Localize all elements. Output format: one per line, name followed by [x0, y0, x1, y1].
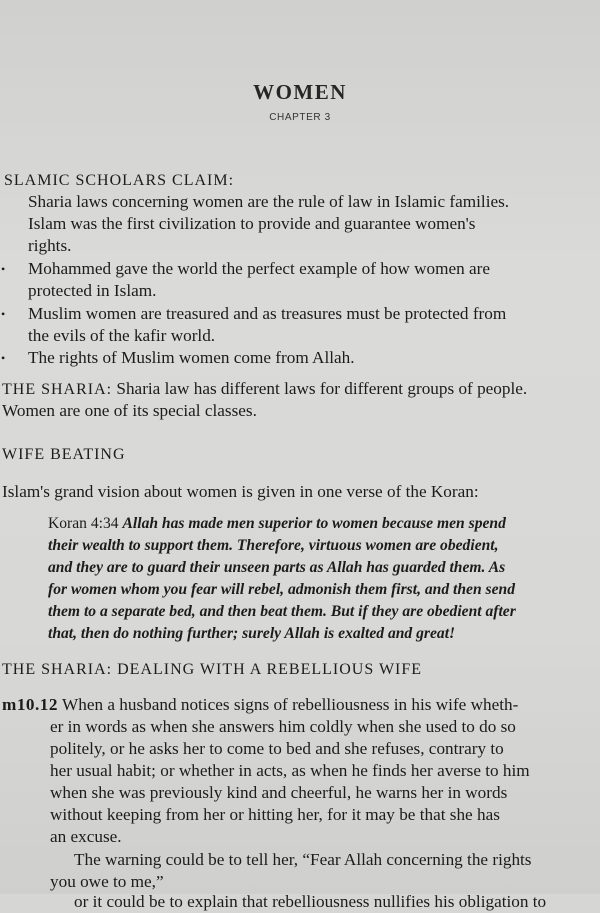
quote-text: that, then do nothing further; surely Allah is exalted and great! [48, 625, 456, 642]
bullet-line: The rights of Muslim women come from Allah. [28, 348, 355, 367]
claim-line: rights. [28, 236, 72, 255]
rule-line: er in words as when she answers him coldly when she used to do so [50, 717, 516, 736]
bullet-item [1, 303, 507, 325]
koran-quote-line [48, 623, 455, 645]
koran-quote-line [48, 535, 499, 557]
warning-line: or it could be to explain that rebelliousness nullifies his obligation to [74, 892, 547, 911]
quote-text: their wealth to support them. Therefore, virtuous women are obedient, [48, 537, 499, 554]
koran-quote-line [48, 557, 505, 579]
rule-line: when she was previously kind and cheerful, he warns her in words [50, 783, 508, 802]
warning-line: The warning could be to tell her, “Fear Allah concerning the rights [74, 850, 532, 869]
sharia-line: Sharia law has different laws for different groups of people. [116, 379, 528, 398]
rule-text: When a husband notices signs of rebelliousness in his wife wheth- [62, 695, 519, 714]
rebellious-wife-heading: THE SHARIA: DEALING WITH A REBELLIOUS WIFE [2, 661, 423, 678]
chapter-label: CHAPTER 3 [269, 112, 331, 123]
rule-line: her usual habit; or whether in acts, as when he finds her averse to him [50, 761, 530, 780]
bullet-line: the evils of the kafir world. [28, 326, 216, 345]
bullet-line: Mohammed gave the world the perfect example of how women are [28, 259, 490, 278]
bullet-marker: • [1, 307, 6, 321]
claim-line: Sharia laws concerning women are the rule of law in Islamic families. [28, 192, 510, 211]
sharia-paragraph [2, 378, 527, 401]
bullet-line: protected in Islam. [28, 281, 157, 300]
bleed-through-texture [0, 0, 600, 17]
koran-quote-line [48, 513, 506, 535]
bullet-item [1, 347, 355, 369]
koran-reference: Koran 4:34 [48, 515, 119, 532]
rule-line: an excuse. [50, 827, 122, 846]
warning-line: you owe to me,” [50, 872, 164, 891]
koran-quote-line [48, 579, 515, 601]
rule-first-line [2, 694, 518, 716]
wife-beating-heading: WIFE BEATING [2, 446, 126, 463]
page-title: WOMEN [253, 80, 347, 104]
bullet-marker: • [1, 262, 6, 276]
quote-text: for women whom you fear will rebel, admonish them first, and then send [48, 581, 516, 598]
rule-line: without keeping from her or hitting her, for it may be that she has [50, 805, 500, 824]
koran-quote-line [48, 601, 516, 623]
rule-line: politely, or he asks her to come to bed and she refuses, contrary to [50, 739, 504, 758]
quote-text: and they are to guard their unseen parts as Allah has guarded them. As [48, 559, 506, 576]
wife-beating-intro: Islam's grand vision about women is given in one verse of the Koran: [2, 482, 479, 501]
bullet-marker: • [1, 351, 6, 365]
quote-text: Allah has made men superior to women because men spend [122, 515, 506, 532]
sharia-line: Women are one of its special classes. [2, 401, 257, 420]
bullet-item [1, 258, 490, 280]
claim-line: Islam was the first civilization to provide and guarantee women's [28, 214, 476, 233]
rule-id: m10.12 [2, 695, 58, 714]
bullet-line: Muslim women are treasured and as treasures must be protected from [28, 304, 507, 323]
scholars-claim-heading: SLAMIC SCHOLARS CLAIM: [4, 172, 235, 189]
quote-text: them to a separate bed, and then beat them. But if they are obedient after [48, 603, 516, 620]
sharia-label: THE SHARIA: [2, 381, 113, 398]
